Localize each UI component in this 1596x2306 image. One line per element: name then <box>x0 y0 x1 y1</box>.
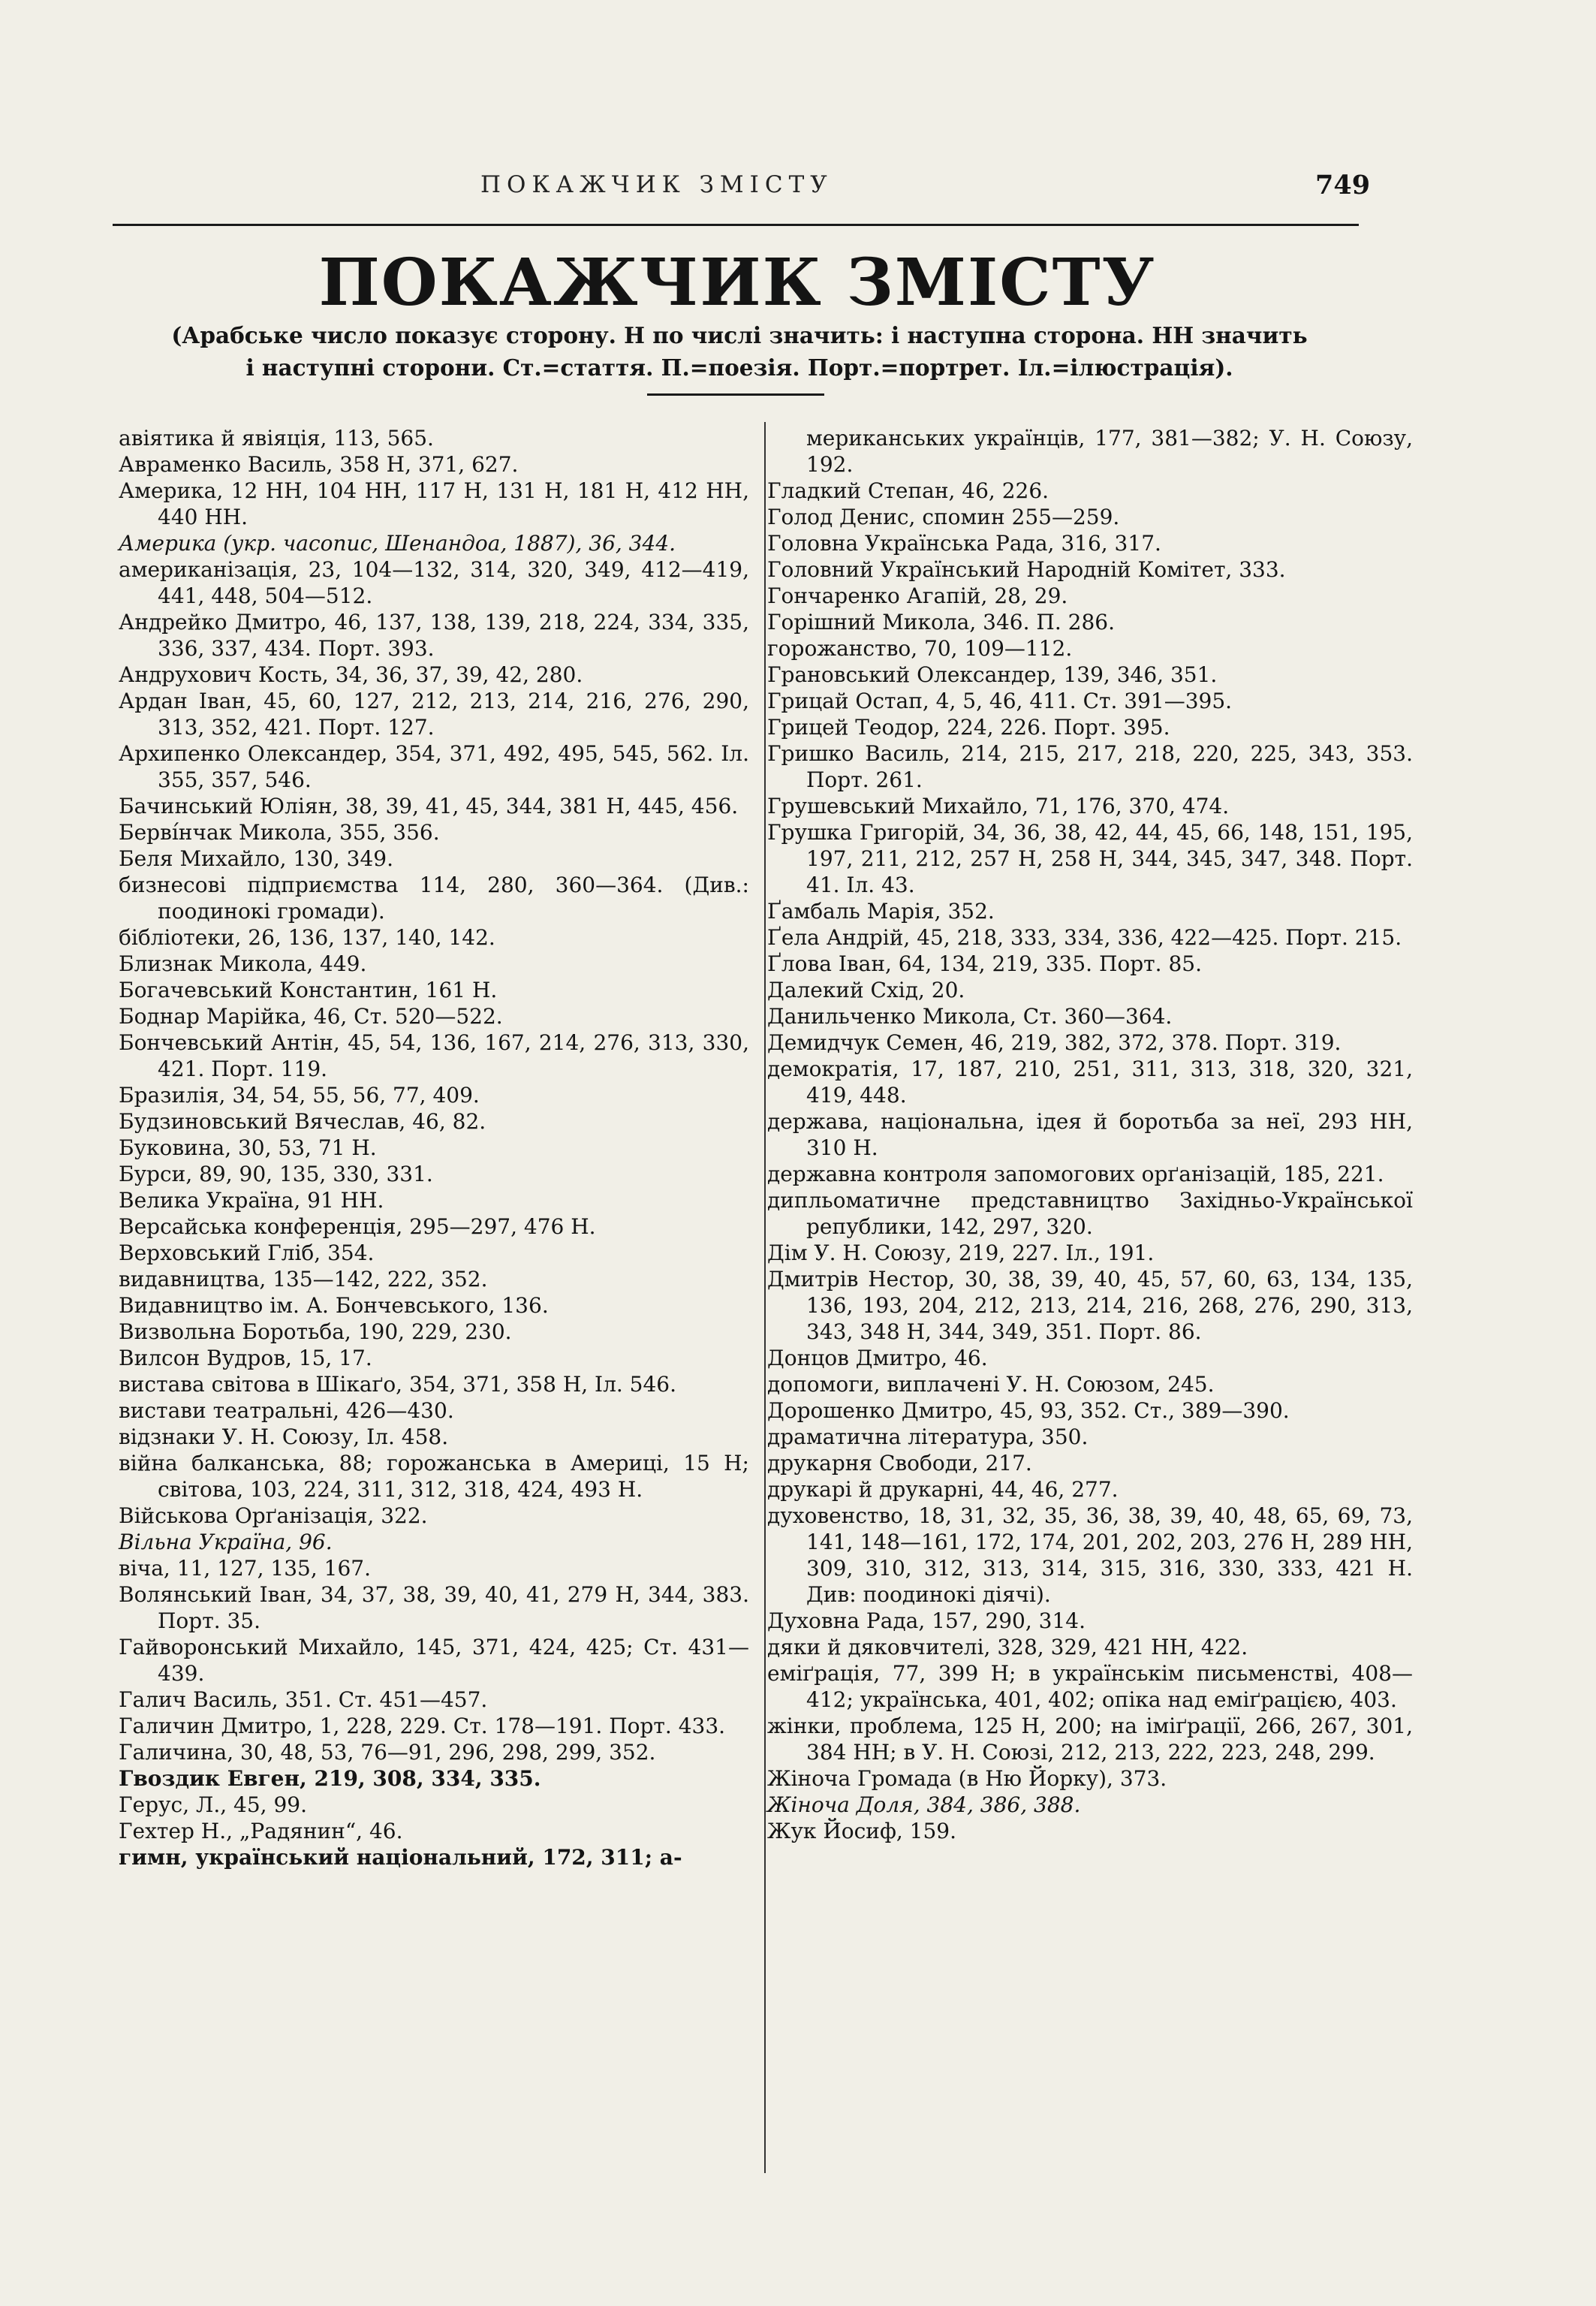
index-entry: Вільна Україна, 96. <box>119 1530 333 1554</box>
index-entry: Гвоздик Евген, 219, 308, 334, 335. <box>119 1766 541 1791</box>
index-entry: віча, 11, 127, 135, 167. <box>119 1556 371 1581</box>
index-entry: друкарі й друкарні, 44, 46, 277. <box>767 1477 1119 1502</box>
index-entry: допомоги, виплачені У. Н. Союзом, 245. <box>767 1372 1215 1397</box>
index-entry: Демидчук Семен, 46, 219, 382, 372, 378. Порт. 319. <box>767 1030 1342 1055</box>
index-entry: бібліотеки, 26, 136, 137, 140, 142. <box>119 925 495 950</box>
legend-note <box>120 319 1359 384</box>
index-entry: Дмитрів Нестор, 30, 38, 39, 40, 45, 57, 60, 63, 134, 135, 136, 193, 204, 212, 213, 214, 216, 268, 276, 290, 313, 343, 348 Н, 344, 349, 351. Порт. 86. <box>767 1267 1413 1344</box>
index-entry: Видавництво ім. А. Бончевського, 136. <box>119 1293 549 1318</box>
index-entry: Головна Українська Рада, 316, 317. <box>767 531 1161 556</box>
index-entry: горожанство, 70, 109—112. <box>767 636 1073 661</box>
index-entry: Далекий Схід, 20. <box>767 978 965 1002</box>
header-rule <box>113 224 1359 226</box>
index-entry: еміґрація, 77, 399 Н; в українськім письменстві, 408—412; українська, 401, 402; опіка над еміґрацією, 403. <box>767 1661 1413 1712</box>
index-entry: дяки й дяковчителі, 328, 329, 421 НН, 422. <box>767 1635 1248 1659</box>
index-entry: Дорошенко Дмитро, 45, 93, 352. Ст., 389—390. <box>767 1398 1290 1423</box>
index-entry: Голод Денис, спомин 255—259. <box>767 505 1120 529</box>
index-entry: Ардан Іван, 45, 60, 127, 212, 213, 214, 216, 276, 290, 313, 352, 421. Порт. 127. <box>119 689 749 740</box>
index-entry: Волянський Іван, 34, 37, 38, 39, 40, 41, 279 Н, 344, 383. Порт. 35. <box>119 1582 749 1633</box>
index-entry: державна контроля запомогових орґанізацій, 185, 221. <box>767 1162 1384 1186</box>
index-entry: Гришко Василь, 214, 215, 217, 218, 220, 225, 343, 353. Порт. 261. <box>767 741 1413 792</box>
index-entry: Близнак Микола, 449. <box>119 951 367 976</box>
index-column-right <box>767 425 1413 1844</box>
index-entry: американізація, 23, 104—132, 314, 320, 349, 412—419, 441, 448, 504—512. <box>119 557 749 608</box>
index-entry: Грушевський Михайло, 71, 176, 370, 474. <box>767 794 1230 818</box>
index-entry: Галичин Дмитро, 1, 228, 229. Ст. 178—191. Порт. 433. <box>119 1714 726 1738</box>
index-entry: Беля Михайло, 130, 349. <box>119 846 394 871</box>
index-entry: Військова Орґанізація, 322. <box>119 1503 428 1528</box>
index-entry: Гехтер Н., „Радянин“, 46. <box>119 1819 403 1843</box>
index-entry: Богачевський Константин, 161 Н. <box>119 978 498 1002</box>
index-entry: Верховський Гліб, 354. <box>119 1240 375 1265</box>
index-entry: Герус, Л., 45, 99. <box>119 1792 308 1817</box>
title-rule <box>647 393 824 396</box>
index-entry: Гладкий Степан, 46, 226. <box>767 478 1049 503</box>
index-entry: Грановський Олександер, 139, 346, 351. <box>767 662 1218 687</box>
index-entry: Галичина, 30, 48, 53, 76—91, 296, 298, 299, 352. <box>119 1740 656 1765</box>
index-entry: Архипенко Олександер, 354, 371, 492, 495, 545, 562. Іл. 355, 357, 546. <box>119 741 749 792</box>
legend-line: (Арабське число показує сторону. Н по числі значить: і наступна сторона. НН значить <box>171 322 1308 348</box>
index-entry: Америка, 12 НН, 104 НН, 117 Н, 131 Н, 181 Н, 412 НН, 440 НН. <box>119 478 749 529</box>
index-entry: друкарня Свободи, 217. <box>767 1451 1032 1476</box>
index-entry: Берві́нчак Микола, 355, 356. <box>119 820 440 845</box>
index-entry: Вилсон Вудров, 15, 17. <box>119 1346 372 1370</box>
index-entry: Версайська конференція, 295—297, 476 Н. <box>119 1214 596 1239</box>
index-entry: духовенство, 18, 31, 32, 35, 36, 38, 39, 40, 48, 65, 69, 73, 141, 148—161, 172, 174, 201, 202, 203, 276 Н, 289 НН, 309, 310, 312, 313, 314, 315, 316, 330, 333, 421 Н. Див: поодинокі діячі). <box>767 1503 1413 1607</box>
index-entry: відзнаки У. Н. Союзу, Іл. 458. <box>119 1424 449 1449</box>
index-entry: Духовна Рада, 157, 290, 314. <box>767 1608 1086 1633</box>
index-entry: мериканських українців, 177, 381—382; У. Н. Союзу, 192. <box>806 426 1413 477</box>
index-entry: Жук Йосиф, 159. <box>767 1819 957 1843</box>
running-header: ПОКАЖЧИК ЗМІСТУ <box>480 171 833 198</box>
legend-line: і наступні сторони. Ст.=стаття. П.=поезія. Порт.=портрет. Іл.=ілюстрація). <box>245 354 1233 381</box>
index-entry: дипльоматичне представництво Західньо-Української републики, 142, 297, 320. <box>767 1188 1413 1239</box>
index-entry: бизнесові підприємства 114, 280, 360—364. (Див.: поодинокі громади). <box>119 873 749 924</box>
index-entry: Андрухович Кость, 34, 36, 37, 39, 42, 280. <box>119 662 583 687</box>
index-entry: Бразилія, 34, 54, 55, 56, 77, 409. <box>119 1083 480 1108</box>
column-divider <box>764 422 766 2173</box>
index-entry: Гончаренко Агапій, 28, 29. <box>767 583 1068 608</box>
index-entry: Андрейко Дмитро, 46, 137, 138, 139, 218, 224, 334, 335, 336, 337, 434. Порт. 393. <box>119 610 749 661</box>
index-entry: Бурси, 89, 90, 135, 330, 331. <box>119 1162 433 1186</box>
index-entry: Данильченко Микола, Ст. 360—364. <box>767 1004 1173 1029</box>
index-entry: Боднар Марійка, 46, Ст. 520—522. <box>119 1004 503 1029</box>
index-entry: Ґамбаль Марія, 352. <box>767 899 995 924</box>
index-entry: Бачинський Юліян, 38, 39, 41, 45, 344, 381 Н, 445, 456. <box>119 794 739 818</box>
index-entry: Ґлова Іван, 64, 134, 219, 335. Порт. 85. <box>767 951 1202 976</box>
index-entry: гимн, український національний, 172, 311; а- <box>119 1845 682 1870</box>
index-entry: Жіноча Доля, 384, 386, 388. <box>767 1792 1081 1817</box>
index-entry: Будзиновський Вячеслав, 46, 82. <box>119 1109 486 1134</box>
index-entry: демократія, 17, 187, 210, 251, 311, 313, 318, 320, 321, 419, 448. <box>767 1057 1413 1108</box>
index-entry: жінки, проблема, 125 Н, 200; на іміґрації, 266, 267, 301, 384 НН; в У. Н. Союзі, 212, 213, 222, 223, 248, 299. <box>767 1714 1413 1765</box>
index-entry: Галич Василь, 351. Ст. 451—457. <box>119 1687 488 1712</box>
index-entry: Грушка Григорій, 34, 36, 38, 42, 44, 45, 66, 148, 151, 195, 197, 211, 212, 257 Н, 258 Н, 344, 345, 347, 348. Порт. 41. Іл. 43. <box>767 820 1413 897</box>
index-entry: Гайворонський Михайло, 145, 371, 424, 425; Ст. 431—439. <box>119 1635 749 1686</box>
index-entry: вистава світова в Шікаґо, 354, 371, 358 Н, Іл. 546. <box>119 1372 677 1397</box>
index-entry: війна балканська, 88; горожанська в Америці, 15 Н; світова, 103, 224, 311, 312, 318, 424, 493 Н. <box>119 1451 749 1502</box>
page-title: ПОКАЖЧИК ЗМІСТУ <box>318 245 1156 321</box>
page-number: 749 <box>1315 170 1371 200</box>
index-entry: Головний Український Народній Комітет, 333. <box>767 557 1286 582</box>
index-entry: Грицай Остап, 4, 5, 46, 411. Ст. 391—395. <box>767 689 1233 713</box>
index-entry: Буковина, 30, 53, 71 Н. <box>119 1135 377 1160</box>
index-entry: держава, національна, ідея й боротьба за неї, 293 НН, 310 Н. <box>767 1109 1413 1160</box>
index-entry: Америка (укр. часопис, Шенандоа, 1887), 36, 344. <box>119 531 676 556</box>
index-entry: Ґела Андрій, 45, 218, 333, 334, 336, 422—425. Порт. 215. <box>767 925 1402 950</box>
index-entry: Визвольна Боротьба, 190, 229, 230. <box>119 1319 512 1344</box>
index-entry: Грицей Теодор, 224, 226. Порт. 395. <box>767 715 1170 740</box>
index-entry: Дім У. Н. Союзу, 219, 227. Іл., 191. <box>767 1240 1155 1265</box>
index-entry: Горішний Микола, 346. П. 286. <box>767 610 1115 635</box>
index-entry: Жіноча Громада (в Ню Йорку), 373. <box>767 1766 1167 1791</box>
index-entry: Авраменко Василь, 358 Н, 371, 627. <box>119 452 519 477</box>
index-entry: драматична література, 350. <box>767 1424 1089 1449</box>
index-entry: авіятика й явіяція, 113, 565. <box>119 426 434 451</box>
index-entry: видавництва, 135—142, 222, 352. <box>119 1267 488 1292</box>
index-entry: Донцов Дмитро, 46. <box>767 1346 988 1370</box>
index-column-left <box>119 425 749 1870</box>
index-entry: Бончевський Антін, 45, 54, 136, 167, 214, 276, 313, 330, 421. Порт. 119. <box>119 1030 749 1081</box>
index-entry: Велика Україна, 91 НН. <box>119 1188 384 1213</box>
index-entry: вистави театральні, 426—430. <box>119 1398 454 1423</box>
